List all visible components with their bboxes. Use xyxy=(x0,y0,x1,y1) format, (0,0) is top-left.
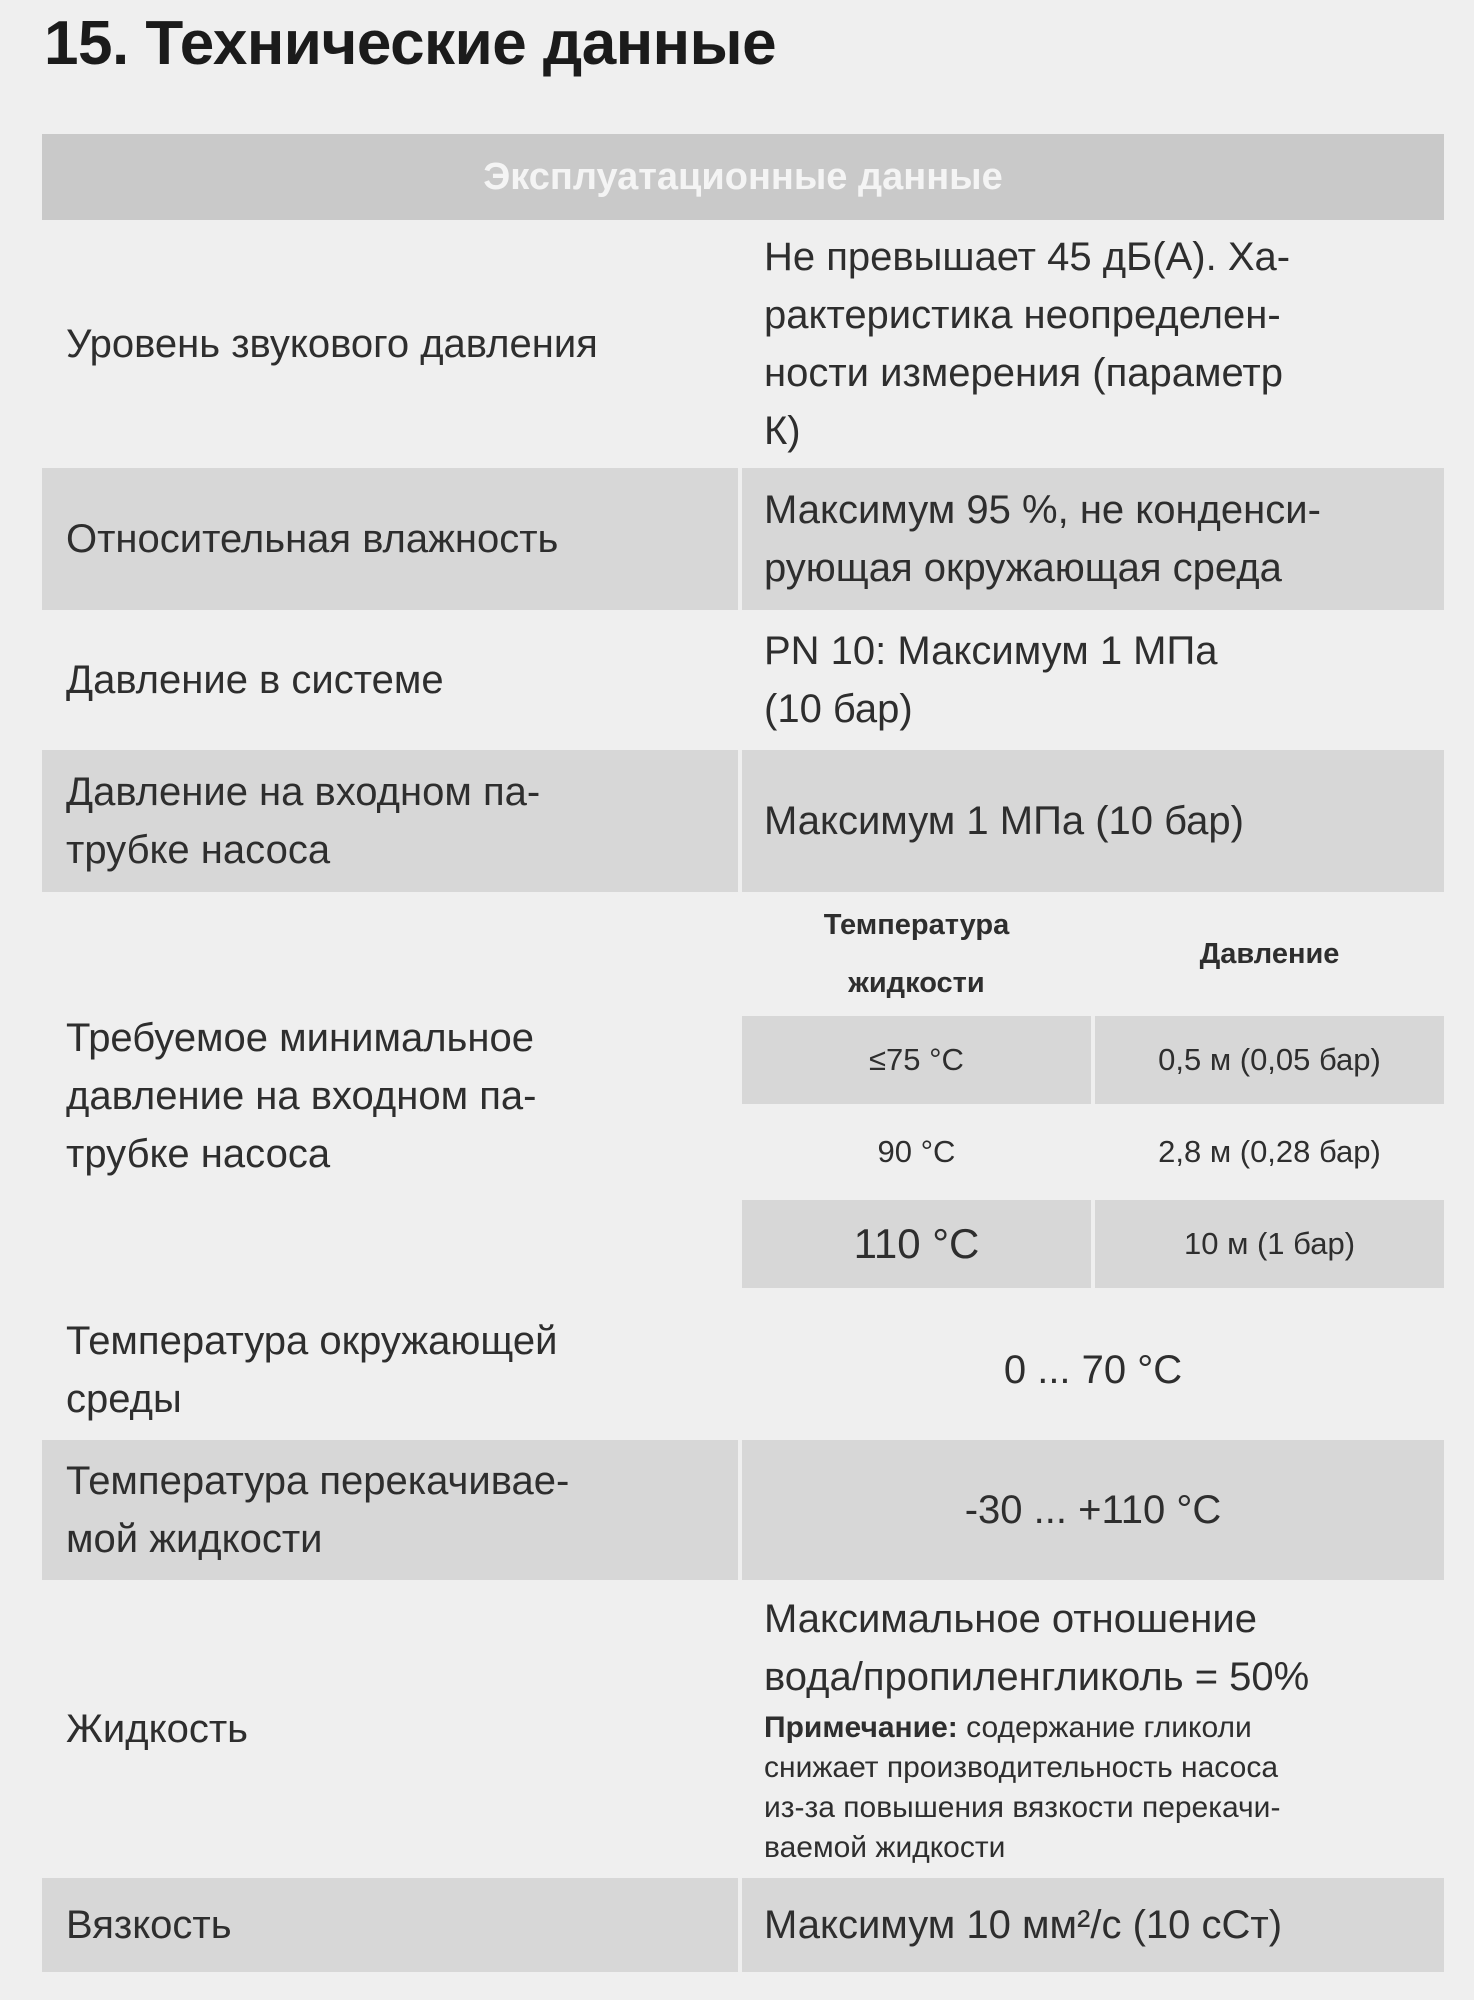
label-text: Относительная влажность xyxy=(66,517,559,561)
label-cell xyxy=(42,610,738,750)
temp-cell: 90 °C xyxy=(877,1134,956,1169)
row-humidity xyxy=(42,468,1444,610)
row-ambient-temperature xyxy=(42,1300,1444,1440)
value-line: вода/пропиленгликоль = 50% xyxy=(764,1655,1310,1699)
label-text: Уровень звукового давления xyxy=(66,322,598,366)
value-line: ности измерения (параметр xyxy=(764,351,1283,395)
subtable-row xyxy=(742,1108,1444,1196)
note-line: из-за повышения вязкости перекачи- xyxy=(764,1791,1281,1824)
label-line: трубке насоса xyxy=(66,828,331,872)
label-line: давление на входном па- xyxy=(66,1074,537,1118)
value-cell xyxy=(742,220,1444,468)
spec-table xyxy=(42,134,1444,1972)
label-line: среды xyxy=(66,1377,182,1421)
note-label: Примечание: xyxy=(764,1711,958,1744)
section-header: Эксплуатационные данные xyxy=(42,134,1444,220)
note xyxy=(764,1708,1430,1868)
value-line: рактеристика неопределен- xyxy=(764,293,1281,337)
value-line: рующая окружающая среда xyxy=(764,546,1282,590)
value-cell xyxy=(742,1878,1444,1972)
row-liquid xyxy=(42,1580,1444,1878)
label-line: Температура окружающей xyxy=(66,1319,558,1363)
pressure-cell: 10 м (1 бар) xyxy=(1095,1200,1444,1288)
note-line: ваемой жидкости xyxy=(764,1831,1006,1864)
label-cell xyxy=(42,892,738,1300)
label-text: Жидкость xyxy=(66,1707,248,1751)
label-line: Температура перекачивае- xyxy=(66,1459,570,1503)
min-pressure-subtable xyxy=(742,892,1444,1300)
value-line: Максимум 95 %, не конденси- xyxy=(764,488,1321,532)
label-cell xyxy=(42,1580,738,1878)
col-header-pressure: Давление xyxy=(1199,938,1340,970)
note-line: снижает производительность насоса xyxy=(764,1751,1278,1784)
col-header-line: жидкости xyxy=(848,967,985,999)
col-header-temperature xyxy=(742,892,1091,1016)
temp-cell: 110 °C xyxy=(742,1200,1091,1288)
pressure-cell: 0,5 м (0,05 бар) xyxy=(1095,1016,1444,1104)
subtable-row xyxy=(742,1200,1444,1288)
value-line: Максимальное отношение xyxy=(764,1597,1257,1641)
label-text: Давление в системе xyxy=(66,658,444,702)
value-cell xyxy=(742,468,1444,610)
label-cell xyxy=(42,220,738,468)
note-line: содержание гликоли xyxy=(957,1711,1252,1744)
temp-cell: ≤75 °C xyxy=(742,1016,1091,1104)
value-line: (10 бар) xyxy=(764,687,913,731)
label-text: Вязкость xyxy=(66,1903,232,1947)
row-system-pressure xyxy=(42,610,1444,750)
value-cell xyxy=(742,1580,1444,1878)
value-text: Максимум 10 мм²/с (10 сСт) xyxy=(764,1903,1283,1947)
value-cell xyxy=(742,1300,1444,1440)
value-line: PN 10: Максимум 1 МПа xyxy=(764,629,1218,673)
value-text: Максимум 1 МПа (10 бар) xyxy=(764,799,1244,843)
label-cell xyxy=(42,750,738,892)
subtable-header xyxy=(742,892,1444,1016)
label-line: мой жидкости xyxy=(66,1517,323,1561)
value-cell xyxy=(742,1440,1444,1580)
label-cell xyxy=(42,1878,738,1972)
label-cell xyxy=(42,468,738,610)
subtable-row xyxy=(742,1016,1444,1104)
value-text: 0 ... 70 °C xyxy=(1003,1348,1183,1392)
row-liquid-temperature xyxy=(42,1440,1444,1580)
col-header-line: Температура xyxy=(823,909,1010,941)
label-cell xyxy=(42,1300,738,1440)
label-cell xyxy=(42,1440,738,1580)
label-line: трубке насоса xyxy=(66,1132,331,1176)
row-viscosity xyxy=(42,1878,1444,1972)
value-line: К) xyxy=(764,409,801,453)
value-cell xyxy=(742,750,1444,892)
row-sound-pressure xyxy=(42,220,1444,468)
value-cell xyxy=(742,610,1444,750)
value-text: -30 ... +110 °C xyxy=(964,1488,1222,1532)
label-line: Давление на входном па- xyxy=(66,770,541,814)
pressure-cell: 2,8 м (0,28 бар) xyxy=(1158,1134,1381,1169)
value-line: Не превышает 45 дБ(А). Ха- xyxy=(764,235,1291,279)
label-line: Требуемое минимальное xyxy=(66,1016,534,1060)
row-inlet-pressure xyxy=(42,750,1444,892)
page-title: 15. Технические данные xyxy=(44,9,777,78)
row-min-inlet-pressure xyxy=(42,892,1444,1300)
